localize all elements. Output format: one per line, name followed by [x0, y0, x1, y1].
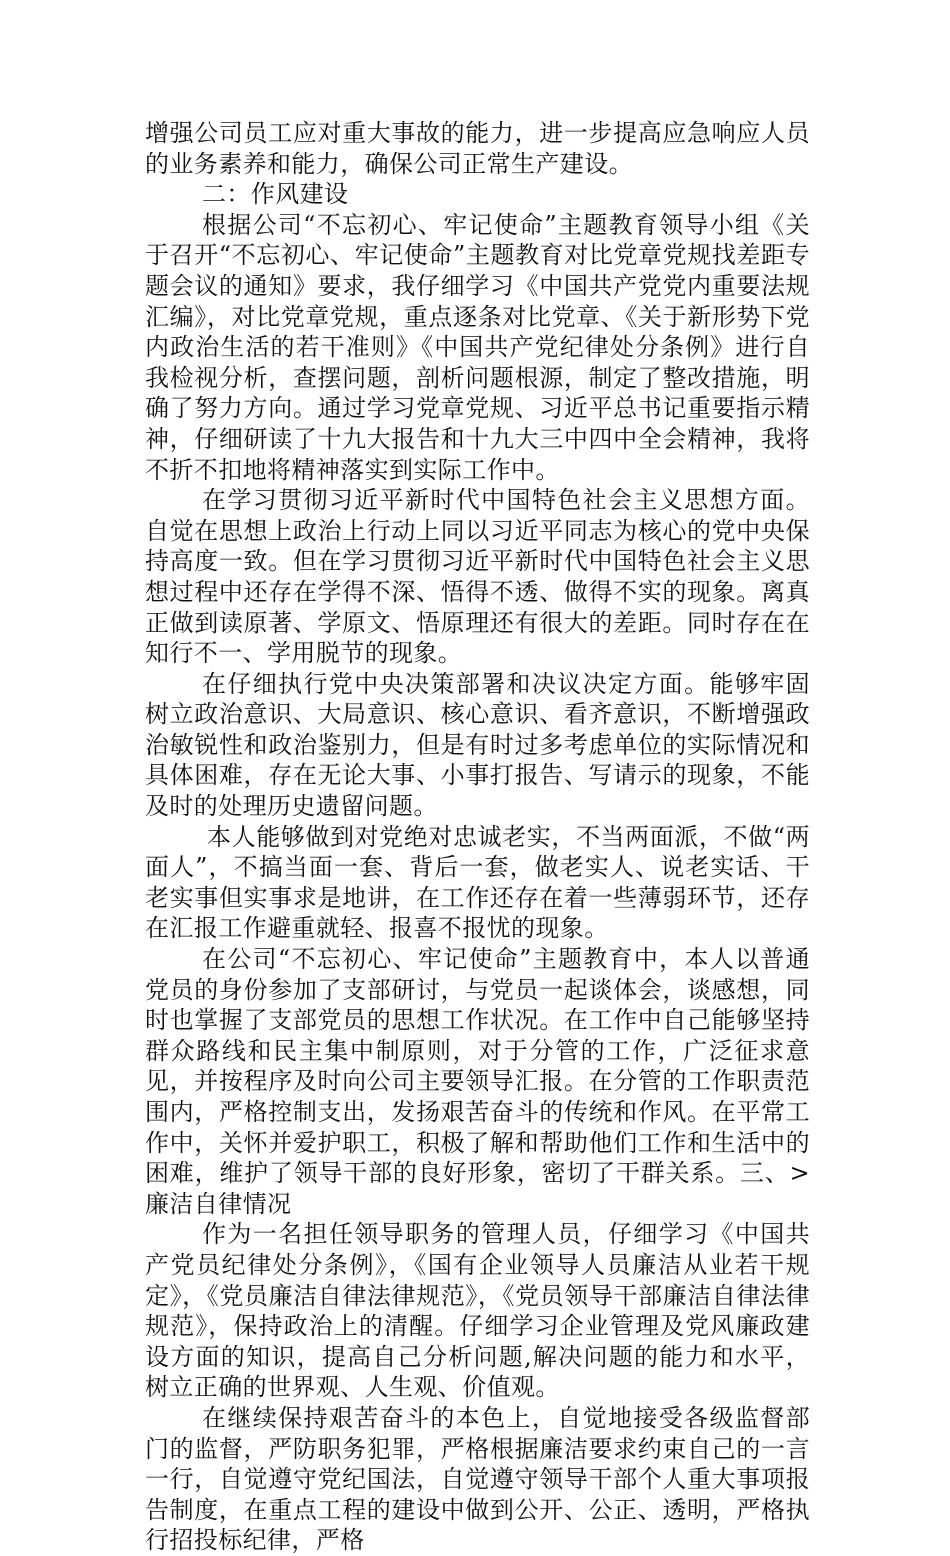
paragraph: 根据公司“不忘初心、牢记使命”主题教育领导小组《关于召开“不忘初心、牢记使命”主题教育对比党章党规找差距专题会议的通知》要求，我仔细学习《中国共产党党内重要法规汇编》，对比党章党规，重点逐条对比党章、《关于新形势下党内政治生活的若干准则》《中国共产党纪律处分条例》进行自我检视分析，查摆问题，剖析问题根源，制定了整改措施，明确了努力方向。通过学习党章党规、习近平总书记重要指示精神，仔细研读了十九大报告和十九大三中四中全会精神，我将不折不扣地将精神落实到实际工作中。 [145, 210, 810, 484]
paragraph: 在学习贯彻习近平新时代中国特色社会主义思想方面。自觉在思想上政治上行动上同以习近平同志为核心的党中央保持高度一致。但在学习贯彻习近平新时代中国特色社会主义思想过程中还存在学得不深、悟得不透、做得不实的现象。离真正做到读原著、学原文、悟原理还有很大的差距。同时存在在知行不一、学用脱节的现象。 [145, 486, 810, 668]
paragraph: 在仔细执行党中央决策部署和决议决定方面。能够牢固树立政治意识、大局意识、核心意识、看齐意识，不断增强政治敏锐性和政治鉴别力，但是有时过多考虑单位的实际情况和具体困难，存在无论大事、小事打报告、写请示的现象，不能及时的处理历史遗留问题。 [145, 669, 810, 821]
section-heading-work-style: 二：作风建设 [202, 180, 349, 209]
document-body [145, 118, 810, 1556]
paragraph: 在继续保持艰苦奋斗的本色上，自觉地接受各级监督部门的监督，严防职务犯罪，严格根据廉洁要求约束自己的一言一行，自觉遵守党纪国法，自觉遵守领导干部个人重大事项报告制度，在重点工程的建设中做到公开、公正、透明，严格执行招投标纪律，严格 [145, 1403, 810, 1555]
paragraph: 作为一名担任领导职务的管理人员，仔细学习《中国共产党员纪律处分条例》，《国有企业领导人员廉洁从业若干规定》，《党员廉洁自律法律规范》，《党员领导干部廉洁自律法律规范》，保持政治上的清醒。仔细学习企业管理及党风廉政建设方面的知识，提高自己分析问题,解决问题的能力和水平，树立正确的世界观、人生观、价值观。 [145, 1220, 810, 1402]
paragraph: 在公司“不忘初心、牢记使命”主题教育中，本人以普通党员的身份参加了支部研讨，与党员一起谈体会，谈感想，同时也掌握了支部党员的思想工作状况。在工作中自己能够坚持群众路线和民主集中制原则，对于分管的工作，广泛征求意见，并按程序及时向公司主要领导汇报。在分管的工作职责范围内，严格控制支出，发扬艰苦奋斗的传统和作风。在平常工作中，关怀并爱护职工，积极了解和帮助他们工作和生活中的困难，维护了领导干部的良好形象，密切了干群关系。三、>廉洁自律情况 [145, 945, 810, 1218]
paragraph-continuation: 增强公司员工应对重大事故的能力，进一步提高应急响应人员的业务素养和能力，确保公司正常生产建设。 [145, 119, 810, 178]
paragraph: 本人能够做到对党绝对忠诚老实，不当两面派，不做“两面人”，不搞当面一套、背后一套，做老实人、说老实话、干老实事但实事求是地讲，在工作还存在着一些薄弱环节，还存在汇报工作避重就轻、报喜不报忧的现象。 [145, 822, 810, 943]
